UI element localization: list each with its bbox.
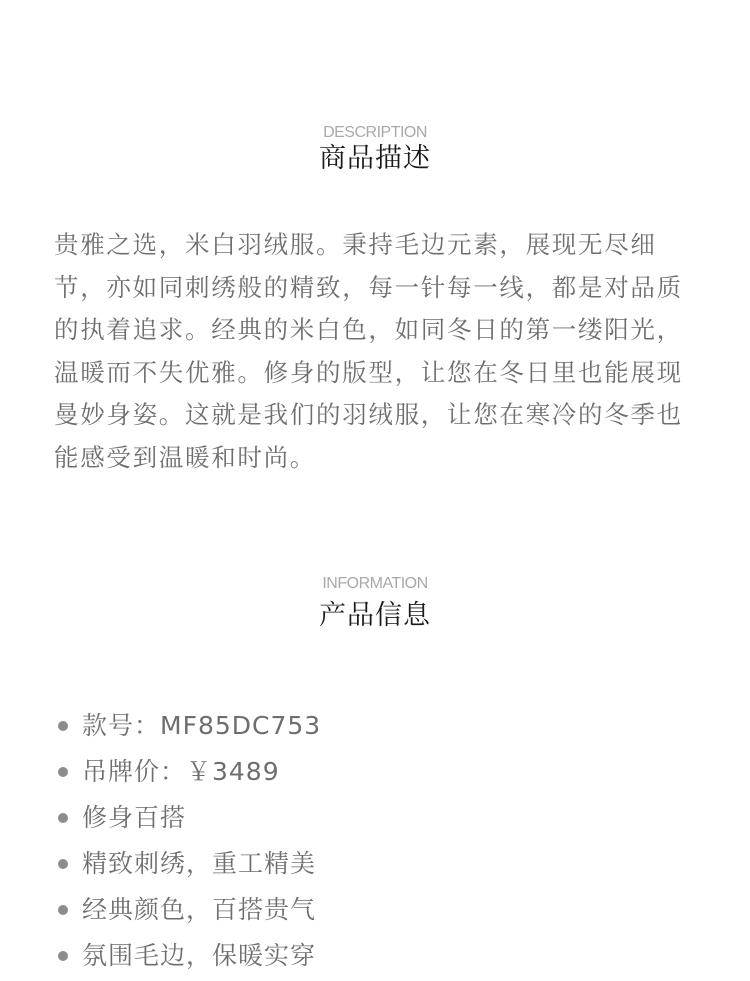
info-item-text: 氛围毛边，保暖实穿 <box>82 941 317 970</box>
info-item-text: 吊牌价：￥3489 <box>82 757 280 786</box>
bullet-icon <box>58 767 68 777</box>
description-section-title: 商品描述 <box>319 143 431 174</box>
description-section-label: DESCRIPTION <box>323 124 427 141</box>
information-section-label: INFORMATION <box>322 575 428 592</box>
info-item-embroidery <box>58 841 321 887</box>
information-section-title: 产品信息 <box>319 600 431 631</box>
info-item-fur-trim <box>58 933 321 979</box>
bullet-icon <box>58 951 68 961</box>
bullet-icon <box>58 721 68 731</box>
info-item-fit <box>58 795 321 841</box>
info-item-color <box>58 887 321 933</box>
info-item-text: 精致刺绣，重工精美 <box>82 849 317 878</box>
product-description-text: 贵雅之选，米白羽绒服。秉持毛边元素，展现无尽细节，亦如同刺绣般的精致，每一针每一线，都是对品质的执着追求。经典的米白色，如同冬日的第一缕阳光，温暖而不失优雅。修身的版型，让您在冬日里也能展现曼妙身姿。这就是我们的羽绒服，让您在寒冷的冬季也能感受到温暖和时尚。 <box>54 230 683 472</box>
bullet-icon <box>58 905 68 915</box>
product-info-list <box>58 703 321 979</box>
info-item-style-number <box>58 703 321 749</box>
info-item-text: 款号：MF85DC753 <box>82 711 322 740</box>
info-item-text: 修身百搭 <box>82 803 187 832</box>
bullet-icon <box>58 813 68 823</box>
info-item-text: 经典颜色，百搭贵气 <box>82 895 317 924</box>
info-item-tag-price <box>58 749 321 795</box>
bullet-icon <box>58 859 68 869</box>
